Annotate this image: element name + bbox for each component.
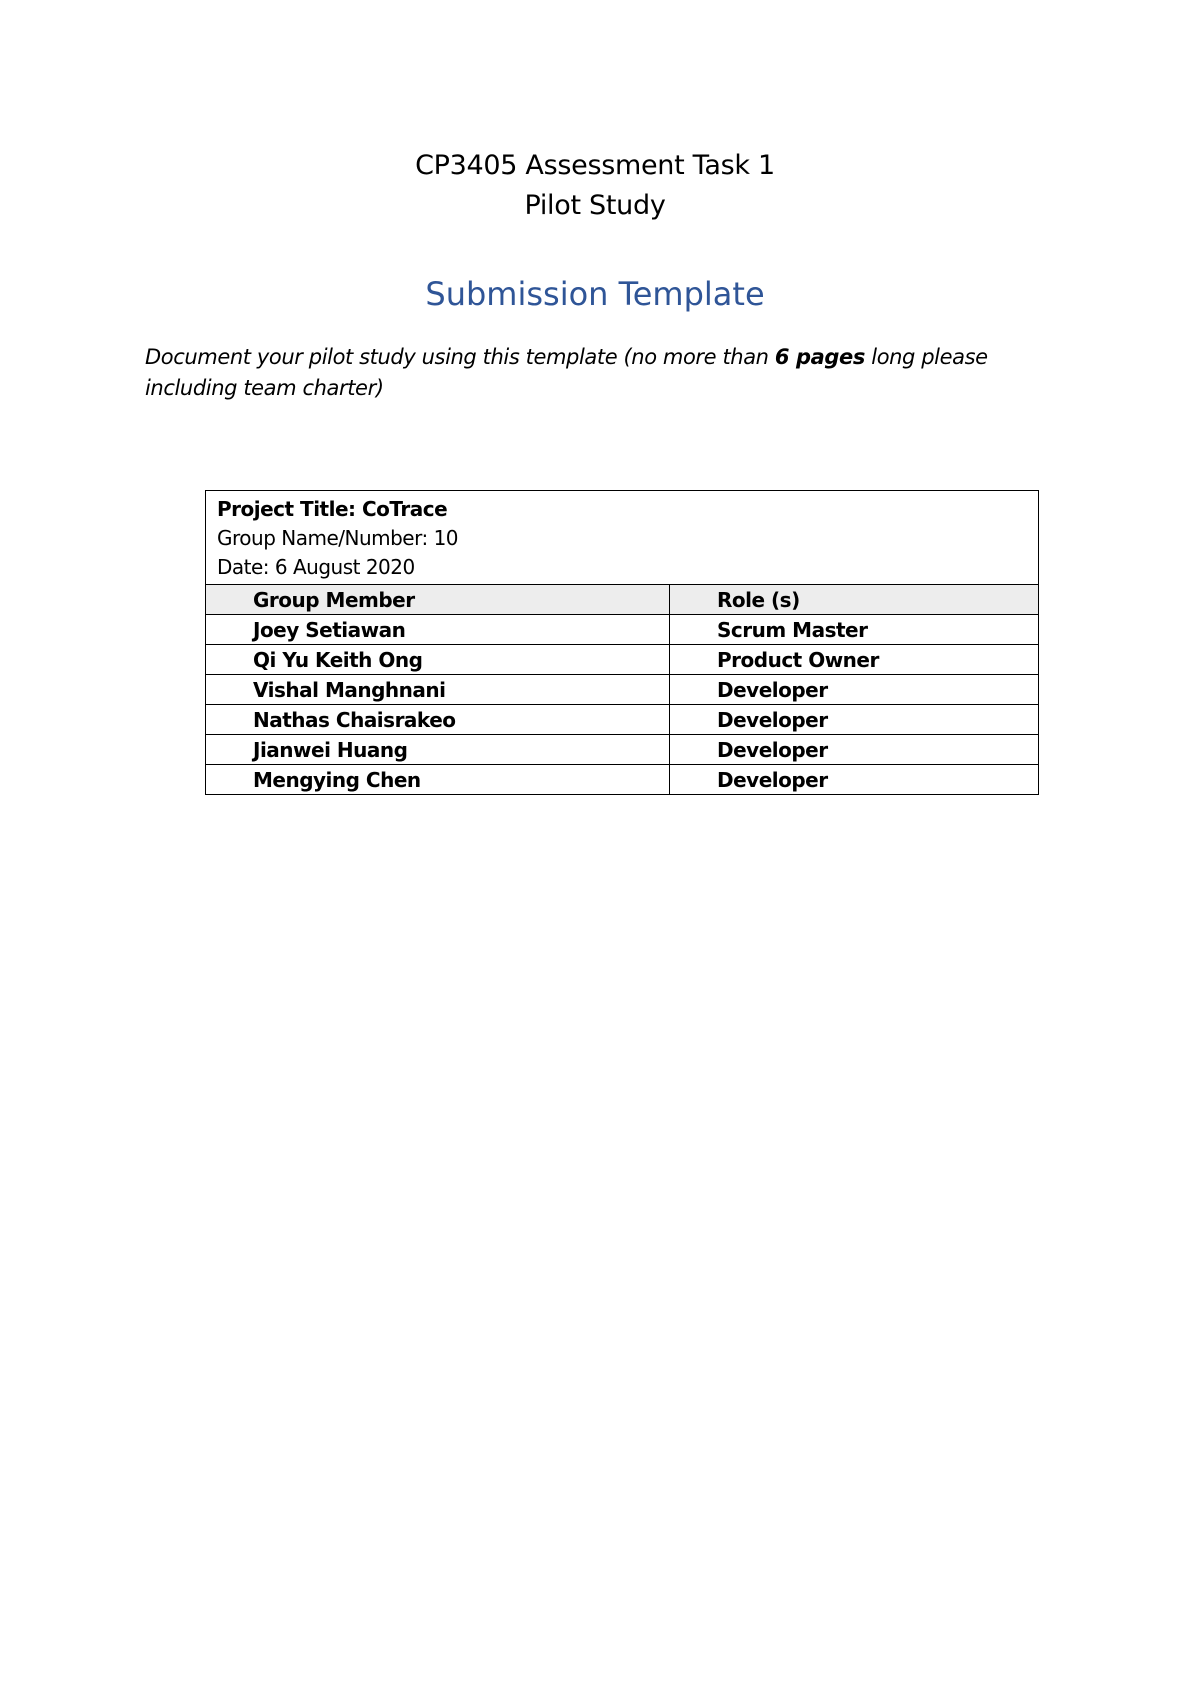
member-name: Jianwei Huang [206, 735, 670, 765]
project-info-cell [206, 491, 1039, 585]
member-role: Developer [670, 675, 1039, 705]
study-title: Pilot Study [524, 190, 666, 221]
table-row [206, 675, 1039, 705]
table-row [206, 645, 1039, 675]
instructions-emphasis: 6 pages [774, 345, 865, 369]
member-role: Product Owner [670, 645, 1039, 675]
member-name: Nathas Chaisrakeo [206, 705, 670, 735]
table-header-row [206, 585, 1039, 615]
project-info-table [205, 490, 1039, 795]
group-name-number: Group Name/Number: 10 [217, 526, 459, 550]
project-date: Date: 6 August 2020 [217, 555, 415, 579]
table-row [206, 765, 1039, 795]
table-row [206, 705, 1039, 735]
project-info-row [206, 491, 1039, 585]
member-role: Developer [670, 765, 1039, 795]
template-title: Submission Template [425, 275, 765, 313]
member-name: Joey Setiawan [206, 615, 670, 645]
instructions-text-after: long please including team charter) [145, 345, 988, 400]
member-role: Developer [670, 735, 1039, 765]
member-role: Scrum Master [670, 615, 1039, 645]
table-row [206, 615, 1039, 645]
instructions-paragraph [145, 342, 1045, 404]
member-name: Vishal Manghnani [206, 675, 670, 705]
project-title: Project Title: CoTrace [217, 497, 448, 521]
column-header-member: Group Member [206, 585, 670, 615]
member-name: Mengying Chen [206, 765, 670, 795]
instructions-text-before: Document your pilot study using this template (no more than [145, 345, 775, 369]
member-name: Qi Yu Keith Ong [206, 645, 670, 675]
course-title: CP3405 Assessment Task 1 [415, 150, 775, 181]
column-header-role: Role (s) [670, 585, 1039, 615]
table-row [206, 735, 1039, 765]
member-role: Developer [670, 705, 1039, 735]
